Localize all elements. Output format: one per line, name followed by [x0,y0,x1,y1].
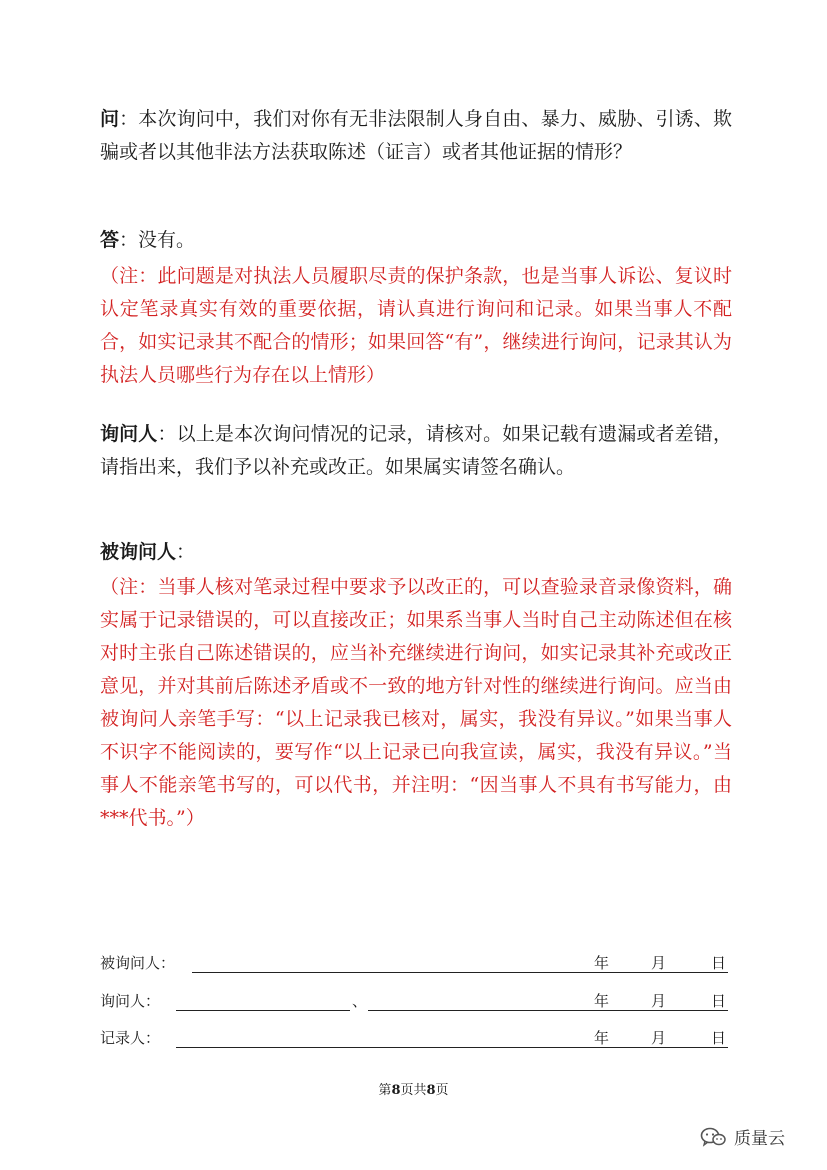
month-label: 月 [651,1029,667,1047]
wechat-icon [700,1127,726,1147]
interviewer-label: 询问人 [100,423,158,445]
day-label: 日 [711,992,727,1010]
signature-line[interactable] [176,1047,728,1048]
question-label: 问 [100,108,120,130]
year-label: 年 [594,992,610,1010]
signature-row-recorder [100,1027,728,1051]
signature-separator: 、 [352,992,368,1010]
note-paragraph-2: （注：当事人核对笔录过程中要求予以改正的，可以查验录音录像资料，确实属于记录错误的，可以直接改正；如果系当事人当时自己主动陈述但在核对时主张自己陈述错误的，应当补充继续进行询问，如实记录其补充或改正意见，并对其前后陈述矛盾或不一致的地方针对性的继续进行询问。应当由被询问人亲笔手写：“以上记录我已核对，属实，我没有异议。”如果当事人不识字不能阅读的，要写作“以上记录已向我宣读，属实，我没有异议。”当事人不能亲笔书写的，可以代书，并注明：“因当事人不具有书写能力，由***代书。”） [100,576,732,829]
signature-line-second[interactable] [368,1010,728,1011]
signature-label: 记录人： [100,1029,161,1047]
current-page: 8 [391,1083,401,1098]
answer-text: ：没有。 [119,229,196,251]
year-label: 年 [594,954,610,972]
signature-row-interviewee [100,952,728,976]
interviewer-text: ：以上是本次询问情况的记录，请核对。如果记载有遗漏或者差错，请指出来，我们予以补充或改正。如果属实请签名确认。 [100,423,732,478]
interviewer-paragraph [100,418,732,484]
answer-label: 答 [100,229,120,251]
interviewee-paragraph [100,536,732,569]
note-paragraph-1: （注：此问题是对执法人员履职尽责的保护条款，也是当事人诉讼、复议时认定笔录真实有效的重要依据，请认真进行询问和记录。如果当事人不配合，如实记录其不配合的情形；如果回答“有”，继续进行询问，记录其认为执法人员哪些行为存在以上情形） [100,265,732,386]
interviewee-label: 被询问人 [100,541,177,563]
month-label: 月 [651,992,667,1010]
interviewee-text: ： [176,541,196,563]
day-label: 日 [711,954,727,972]
signature-label: 询问人： [100,992,161,1010]
signature-line-first[interactable] [176,1010,350,1011]
question-paragraph [100,103,732,169]
month-label: 月 [651,954,667,972]
brand-watermark [700,1124,785,1149]
year-label: 年 [594,1029,610,1047]
signature-row-interviewer [100,990,728,1014]
page-number: 第8页共8页 [378,1083,449,1098]
total-pages: 8 [426,1083,436,1098]
question-text: ：本次询问中，我们对你有无非法限制人身自由、暴力、威胁、引诱、欺骗或者以其他非法方法获取陈述（证言）或者其他证据的情形？ [100,108,732,163]
answer-paragraph [100,224,732,257]
signature-line[interactable] [192,972,728,973]
signature-label: 被询问人： [100,954,176,972]
day-label: 日 [711,1029,727,1047]
brand-name: 质量云 [734,1129,785,1149]
